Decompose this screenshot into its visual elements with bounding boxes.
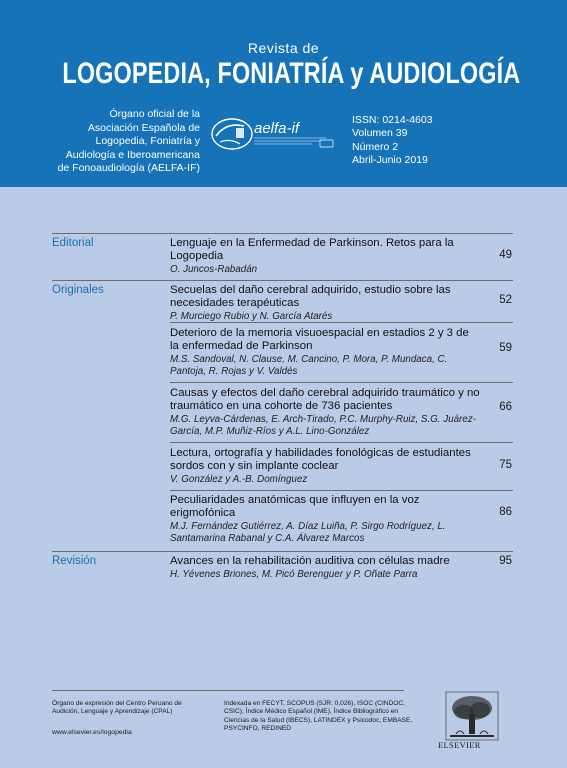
logo-text: aelfa-if: [254, 120, 300, 137]
issn: ISSN: 0214-4603: [352, 114, 433, 126]
issue-number: Número 2: [352, 140, 399, 153]
organ-line: de Fonoaudiología (AELFA-IF): [57, 162, 200, 174]
volume: Volumen 39: [352, 127, 408, 140]
organ-line: Audiología e Iberoamericana: [65, 148, 200, 161]
article-title: Lenguaje en la Enfermedad de Parkinson. Retos para la Logopedia: [170, 237, 454, 262]
page-number: 59: [499, 342, 512, 354]
toc-entry[interactable]: [170, 555, 480, 581]
journal-header: [0, 0, 567, 187]
toc-entry[interactable]: [170, 284, 480, 323]
toc-entry[interactable]: [170, 237, 480, 276]
article-title: Secuelas del daño cerebral adquirido, estudio sobre las necesidades terapéuticas: [170, 284, 451, 309]
entry-divider: [170, 382, 513, 383]
page-number: 86: [499, 506, 512, 518]
indexing-note: Indexada en FECYT, SCOPUS (SJR: 0,026), ISOC (CINDOC, CSIC), Índice Médico Español (IME), Índice Bibliográfico en Ciencias de la Salud (IBECS), LATINDEX y Psicodoc, EMBASE, PSYCINFO, REDINED: [224, 700, 413, 733]
cpal-note: Órgano de expresión del Centro Peruano de Audición, Lenguaje y Aprendizaje (CPAL): [52, 700, 182, 715]
section-divider: [52, 280, 513, 281]
article-authors: V. González y A.-B. Domínguez: [170, 474, 308, 485]
article-title: Avances en la rehabilitación auditiva con células madre: [170, 555, 450, 567]
page-number: 66: [499, 401, 512, 413]
toc-entry[interactable]: [170, 387, 480, 438]
page-number: 52: [499, 294, 512, 306]
article-authors: O. Juncos-Rabadán: [170, 264, 258, 275]
toc-entry[interactable]: [170, 494, 480, 545]
page-number: 95: [499, 555, 512, 567]
section-label-editorial: Editorial: [52, 237, 94, 249]
entry-divider: [170, 490, 513, 491]
entry-divider: [170, 322, 513, 323]
footer-divider: [52, 690, 404, 691]
article-authors: H. Yévenes Briones, M. Picó Berenguer y P. Oñate Parra: [170, 569, 418, 580]
toc-entry[interactable]: [170, 327, 480, 378]
article-title: Peculiaridades anatómicas que influyen en la voz erigmofónica: [170, 494, 420, 519]
organ-line: Órgano oficial de la: [109, 108, 200, 120]
article-title: Lectura, ortografía y habilidades fonológicas de estudiantes sordos con y sin implante coclear: [170, 447, 471, 472]
section-divider: [52, 233, 513, 234]
article-title: Deterioro de la memoria visuoespacial en estadios 2 y 3 de la enfermedad de Parkinson: [170, 327, 469, 352]
section-label-originales: Originales: [52, 284, 104, 296]
publisher-name: ELSEVIER: [438, 741, 481, 750]
official-organ-text: [20, 108, 200, 176]
organ-line: Logopedia, Foniatría y: [95, 135, 200, 147]
toc-entry[interactable]: [170, 447, 480, 486]
article-title: Causas y efectos del daño cerebral adquirido traumático y no traumático en una cohorte de 736 pacientes: [170, 387, 480, 412]
journal-url-link[interactable]: www.elsevier.es/logopedia: [52, 729, 132, 736]
entry-divider: [170, 442, 513, 443]
article-authors: M.S. Sandoval, N. Clause, M. Cancino, P. Mora, P. Mundaca, C. Pantoja, R. Rojas y V. Valdés: [170, 354, 448, 377]
aelfa-if-logo: [208, 112, 338, 158]
issue-date: Abril-Junio 2019: [352, 153, 428, 166]
article-authors: P. Murciego Rubio y N. García Atarés: [170, 311, 333, 322]
journal-prefix: Revista de: [247, 40, 320, 56]
page-number: 49: [499, 249, 512, 261]
section-divider: [52, 551, 513, 552]
organ-line: Asociación Española de: [87, 121, 200, 134]
section-label-revision: Revisión: [52, 555, 97, 567]
journal-title: LOGOPEDIA, FONIATRÍA y AUDIOLOGÍA: [62, 57, 521, 90]
article-authors: M.J. Fernández Gutiérrez, A. Díaz Luiña, P. Sirgo Rodríguez, L. Santamarina Rabanal y C.A. Álvarez Marcos: [170, 521, 446, 544]
issue-info: [352, 114, 433, 167]
page-number: 75: [499, 459, 512, 471]
article-authors: M.G. Leyva-Cárdenas, E. Arch-Tirado, P.C. Murphy-Ruiz, S.G. Juárez-García, M.P. Muñiz-Ríos y A.L. Lino-González: [170, 414, 476, 437]
